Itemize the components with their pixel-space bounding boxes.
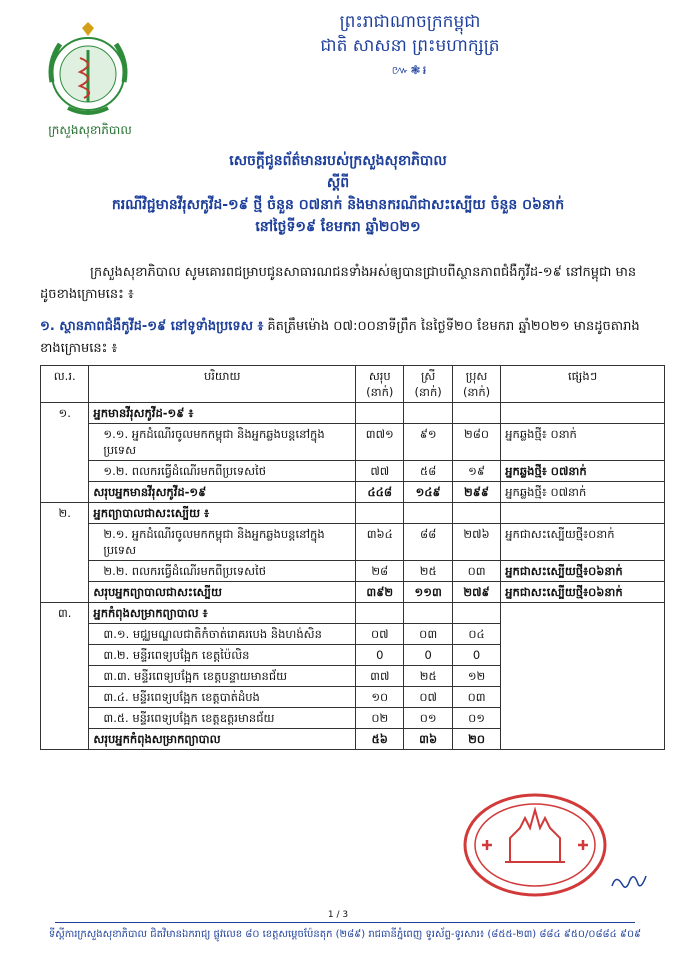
- row-female: ៩១: [404, 424, 452, 461]
- row-desc: ១.១. អ្នកដំណើរចូលមកកម្ពុជា និងអ្នកឆ្លងបន្តនៅក្នុងប្រទេស: [89, 424, 356, 461]
- group-2-sum-desc: សរុបអ្នកព្យាបាលជាសះស្បើយ: [89, 582, 356, 603]
- row-female: ២៥: [404, 561, 452, 582]
- row-male: ១២: [452, 666, 500, 687]
- group-2-sum-other: អ្នកជាសះស្បើយថ្មី៖០៦នាក់: [501, 582, 665, 603]
- col-total-label: សរុប: [368, 369, 391, 383]
- col-no: ល.រ.: [41, 366, 89, 403]
- row-male: ២៨០: [452, 424, 500, 461]
- national-motto: ជាតិ សាសនា ព្រះមហាក្សត្រ: [320, 36, 500, 56]
- row-other: អ្នកឆ្លងថ្មី៖ ០នាក់: [501, 424, 665, 461]
- row-total: ៧៧: [356, 461, 404, 482]
- covid-status-table: [40, 365, 665, 750]
- row-total: ២៨: [356, 561, 404, 582]
- row-female: ២៥: [404, 666, 452, 687]
- table-header-row: [41, 366, 665, 403]
- group-1-title: អ្នកមានវីរុសកូវីដ-១៩ ៖: [89, 403, 356, 424]
- row-desc: ៣.៥. មន្ទីរពេទ្យបង្អែក ខេត្តឧត្តរមានជ័យ: [89, 708, 356, 729]
- table-row: [41, 403, 665, 424]
- col-other: ផ្សេងៗ: [501, 366, 665, 403]
- row-male: ០១: [452, 708, 500, 729]
- row-other: អ្នកឆ្លងថ្មី៖ ០៧នាក់: [501, 461, 665, 482]
- row-female: ៨៨: [404, 524, 452, 561]
- row-total: ៣៧១: [356, 424, 404, 461]
- footer-address: ទីស្តីការក្រសួងសុខាភិបាល ជិតវិមានឯករាជ្យ ផ្លូវលេខ ៨០ ខេត្តសម្តេចប៉ែនតុក (២៨៩) រាជធានីភ្នំពេញ ទូរស័ព្ទ-ទូរសារ៖ (៨៥៥-២៣) ៨៨៤ ៩៥០/០៨៨៤ ៩០៩: [48, 929, 642, 940]
- table-row: [41, 503, 665, 524]
- table-row: [41, 561, 665, 582]
- row-desc: ៣.៤. មន្ទីរពេទ្យបង្អែក ខេត្តបាត់ដំបង: [89, 687, 356, 708]
- page-number: 1 / 3: [327, 910, 349, 920]
- row-female: ០១: [404, 708, 452, 729]
- row-male: ០៣: [452, 561, 500, 582]
- official-stamp: [460, 790, 610, 900]
- row-total: ០៧: [356, 624, 404, 645]
- col-desc: បរិយាយ: [89, 366, 356, 403]
- group-1-no: ១.: [41, 403, 89, 503]
- section-1: [40, 316, 650, 360]
- group-3-no: ៣.: [41, 603, 89, 750]
- group-2-title: អ្នកព្យាបាលជាសះស្បើយ ៖: [89, 503, 356, 524]
- section-1-text: គិតត្រឹមម៉ោង ០៧:០០នាទីព្រឹក នៃថ្ងៃទី២០ ខែមករា ឆ្នាំ២០២១ មានដូចតារាងខាងក្រោមនេះ ៖: [40, 319, 640, 356]
- group-2-sum-female: ១១៣: [404, 582, 452, 603]
- group-3-sum-total: ៥៦: [356, 729, 404, 750]
- group-1-sum-male: ២៩៩: [452, 482, 500, 503]
- row-total: ០២: [356, 708, 404, 729]
- row-male: ០៣: [452, 687, 500, 708]
- kingdom-header: [160, 10, 660, 82]
- row-female: ៥៨: [404, 461, 452, 482]
- signature-mark: [608, 870, 648, 895]
- row-total: 0: [356, 645, 404, 666]
- table-row: [41, 461, 665, 482]
- col-male-label: ប្រុស: [465, 369, 488, 383]
- row-desc: ១.២. ពលករធ្វើដំណើរមកពីប្រទេសថៃ: [89, 461, 356, 482]
- group-2-no: ២.: [41, 503, 89, 603]
- row-total: ១០: [356, 687, 404, 708]
- ministry-logo: [38, 22, 138, 132]
- group-1-sum-desc: សរុបអ្នកមានវីរុសកូវីដ-១៩: [89, 482, 356, 503]
- row-male: 0: [452, 645, 500, 666]
- row-female: ០៣: [404, 624, 452, 645]
- group-1-sum-total: ៤៤៨: [356, 482, 404, 503]
- group-2-sum-male: ២៧៩: [452, 582, 500, 603]
- col-total: [356, 366, 404, 403]
- row-other: អ្នកជាសះស្បើយថ្មី៖០នាក់: [501, 524, 665, 561]
- row-desc: ២.១. អ្នកដំណើរចូលមកកម្ពុជា និងអ្នកឆ្លងបន្តនៅក្នុងប្រទេស: [89, 524, 356, 561]
- row-female: 0: [404, 645, 452, 666]
- col-female-unit: (នាក់): [414, 385, 442, 399]
- group-2-sum-total: ៣៩២: [356, 582, 404, 603]
- group-3-sum-desc: សរុបអ្នកកំពុងសម្រាកព្យាបាល: [89, 729, 356, 750]
- row-male: ១៩: [452, 461, 500, 482]
- col-female: [404, 366, 452, 403]
- group-3-sum-male: ២០: [452, 729, 500, 750]
- title-line-4: នៅថ្ងៃទី១៩ ខែមករា ឆ្នាំ២០២១: [255, 219, 421, 235]
- row-desc: ៣.៣. មន្ទីរពេទ្យបង្អែក ខេត្តបន្ទាយមានជ័យ: [89, 666, 356, 687]
- title-line-2: ស្តីពី: [326, 175, 350, 191]
- intro-text: ក្រសួងសុខាភិបាល សូមគោរពជម្រាបជូនសាធារណជនទាំងអស់ឲ្យបានជ្រាបពីស្ថានភាពជំងឺកូវីដ-១៩ នៅកម្ពុជា មានដូចខាងក្រោមនេះ ៖: [40, 265, 637, 302]
- kingdom-name: ព្រះរាជាណាចក្រកម្ពុជា: [339, 12, 481, 32]
- group-3-title: អ្នកកំពុងសម្រាកព្យាបាល ៖: [89, 603, 356, 624]
- document-title: [20, 150, 656, 238]
- row-male: ២៧៦: [452, 524, 500, 561]
- table-row: [41, 424, 665, 461]
- col-female-label: ស្រី: [420, 369, 436, 383]
- title-line-1: សេចក្តីជូនព័ត៌មានរបស់ក្រសួងសុខាភិបាល: [229, 153, 447, 169]
- title-line-3: ករណីវិជ្ជមានវីរុសកូវីដ-១៩ ថ្មី ចំនួន ០៧នាក់ និងមានករណីជាសះស្បើយ ចំនួន ០៦នាក់: [111, 197, 565, 213]
- col-male: [452, 366, 500, 403]
- row-desc: ៣.២. មន្ទីរពេទ្យបង្អែក ខេត្តប៉ៃលិន: [89, 645, 356, 666]
- table-row: [41, 603, 665, 624]
- row-male: ០៤: [452, 624, 500, 645]
- group-3-sum-female: ៣៦: [404, 729, 452, 750]
- ornament-divider: ៚❃៛: [391, 63, 429, 77]
- row-female: ០៧: [404, 687, 452, 708]
- intro-paragraph: [40, 262, 650, 306]
- col-male-unit: (នាក់): [462, 385, 491, 399]
- row-desc: ២.២. ពលករធ្វើដំណើរមកពីប្រទេសថៃ: [89, 561, 356, 582]
- ministry-name: ក្រសួងសុខាភិបាល: [48, 123, 132, 137]
- row-other: អ្នកជាសះស្បើយថ្មី៖០៦នាក់: [501, 561, 665, 582]
- row-total: ៣៦៤: [356, 524, 404, 561]
- col-total-unit: (នាក់): [366, 385, 394, 399]
- group-1-sum-female: ១៤៩: [404, 482, 452, 503]
- group-1-sum-other: អ្នកឆ្លងថ្មី៖ ០៧នាក់: [501, 482, 665, 503]
- table-row: [41, 524, 665, 561]
- footer-divider: [55, 922, 635, 923]
- table-row: [41, 482, 665, 503]
- row-total: ៣៧: [356, 666, 404, 687]
- row-desc: ៣.១. មជ្ឈមណ្ឌលជាតិកំចាត់រោគរបេង និងហង់សិន: [89, 624, 356, 645]
- section-1-heading: ១. ស្ថានភាពជំងឺកូវីដ-១៩ នៅទូទាំងប្រទេស ៖: [40, 319, 264, 334]
- table-row: [41, 582, 665, 603]
